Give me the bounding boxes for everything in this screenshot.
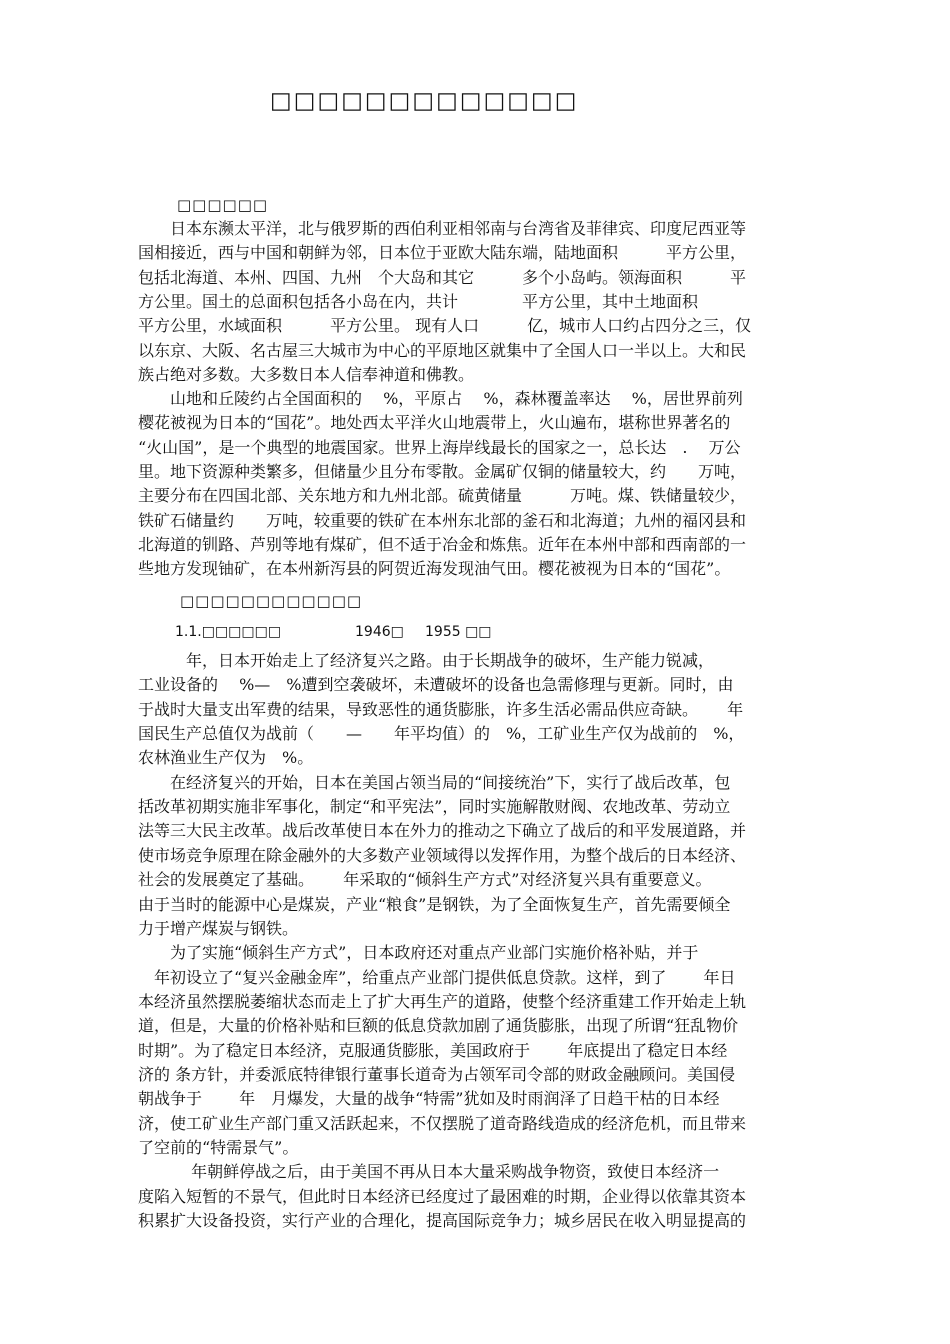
text-line: 工业设备的 %— %遭到空袭破坏，未遭破坏的设备也急需修理与更新。同时，由: [138, 675, 734, 695]
text-line: 济，使工矿业生产部门重又活跃起来，不仅摆脱了道奇路线造成的经济危机，而且带来: [138, 1113, 747, 1133]
text-line: 族占绝对多数。大多数日本人信奉神道和佛教。: [138, 364, 475, 384]
text-line: 本经济虽然摆脱萎缩状态而走上了扩大再生产的道路，使整个经济重建工作开始走上轨: [138, 991, 747, 1011]
text-line: 朝战争于 年 月爆发，大量的战争“特需”犹如及时雨润泽了日趋干枯的日本经: [138, 1089, 720, 1109]
text-line: 国相接近，西与中国和朝鲜为邻，日本位于亚欧大陆东端，陆地面积 平方公里，: [138, 243, 747, 263]
text-line: 度陷入短暂的不景气，但此时日本经济已经度过了最困难的时期，企业得以依靠其资本: [138, 1186, 747, 1206]
text-line: “火山国”，是一个典型的地震国家。世界上海岸线最长的国家之一，总长达 . 万公: [138, 437, 741, 457]
text-line: 了空前的“特需景气”。: [138, 1138, 299, 1157]
text-line: 里。地下资源种类繁多，但储量少且分布零散。金属矿仅铜的储量较大，约 万吨，: [138, 462, 747, 481]
text-line: 樱花被视为日本的“国花”。地处西太平洋火山地震带上，火山遍布，堪称世界著名的: [138, 413, 731, 433]
text-line: 方公里。国土的总面积包括各小岛在内，共计 平方公里，其中土地面积: [138, 291, 699, 311]
text-line: 由于当时的能源中心是煤炭，产业“粮食”是钢铁，为了全面恢复生产，首先需要倾全: [138, 894, 731, 914]
section-heading-2: □□□□□□□□□□□□: [180, 592, 363, 610]
text-line: 国民生产总值仅为战前（ — 年平均值）的 %，工矿业生产仅为战前的 %，: [138, 724, 745, 744]
text-line: 北海道的钏路、芦别等地有煤矿，但不适于冶金和炼焦。近年在本州中部和西南部的一: [138, 534, 747, 554]
text-line: 积累扩大设备投资，实行产业的合理化，提高国际竞争力；城乡居民在收入明显提高的: [138, 1211, 747, 1231]
text-line: 法等三大民主改革。战后改革使日本在外力的推动之下确立了战后的和平发展道路，并: [138, 821, 747, 841]
text-line: 年初设立了“复兴金融金库”，给重点产业部门提供低息贷款。这样，到了 年日: [138, 967, 736, 987]
text-line: 年，日本开始走上了经济复兴之路。由于长期战争的破坏，生产能力锐减，: [138, 651, 715, 670]
text-line: 道，但是，大量的价格补贴和巨额的低息贷款加剧了通货膨胀，出现了所谓“狂乱物价: [138, 1016, 739, 1036]
text-line: 使市场竞争原理在除金融外的大多数产业领域得以发挥作用，为整个战后的日本经济、: [138, 845, 747, 865]
subsection-heading: [175, 624, 492, 640]
section-heading-1: □□□□□□: [177, 196, 269, 214]
text-line: 包括北海道、本州、四国、九州 个大岛和其它 多个小岛屿。领海面积 平: [138, 267, 747, 287]
text-line: 山地和丘陵约占全国面积的 %，平原占 %，森林覆盖率达 %，居世界前列: [138, 389, 743, 409]
text-line: 些地方发现铀矿，在本州新泻县的阿贺近海发现油气田。樱花被视为日本的“国花”。: [138, 559, 731, 579]
document-title: □□□□□□□□□□□□□: [270, 88, 579, 114]
text-line: 为了实施“倾斜生产方式”，日本政府还对重点产业部门实施价格补贴，并于: [138, 943, 699, 963]
text-line: 济的 条方针，并委派底特律银行董事长道奇为占领军司令部的财政金融顾问。美国侵: [138, 1064, 736, 1084]
text-line: 平方公里，水域面积 平方公里。 现有人口 亿，城市人口约占四分之三，仅: [138, 316, 752, 336]
text-line: 以东京、大阪、名古屋三大城市为中心的平原地区就集中了全国人口一半以上。大和民: [138, 340, 747, 360]
text-line: 主要分布在四国北部、关东地方和九州北部。硫黄储量 万吨。煤、铁储量较少，: [138, 486, 747, 506]
text-line: 农林渔业生产仅为 %。: [138, 748, 314, 768]
text-line: 在经济复兴的开始，日本在美国占领当局的“间接统治”下，实行了战后改革，包: [138, 772, 731, 792]
subsection-label: 1.1.□□□□□□: [175, 624, 282, 640]
text-line: 社会的发展奠定了基础。 年采取的“倾斜生产方式”对经济复兴具有重要意义。: [138, 870, 712, 890]
text-line: 日本东濒太平洋，北与俄罗斯的西伯利亚相邻南与台湾省及菲律宾、印度尼西亚等: [138, 219, 747, 238]
subsection-year-end: 1955 □□: [425, 624, 492, 640]
text-line: 于战时大量支出军费的结果，导致恶性的通货膨胀，许多生活必需品供应奇缺。 年: [138, 699, 744, 719]
subsection-year-start: 1946□: [355, 624, 404, 640]
text-line: 铁矿石储量约 万吨，较重要的铁矿在本州东北部的釜石和北海道；九州的福冈县和: [138, 510, 747, 530]
text-line: 力于增产煤炭与钢铁。: [138, 918, 299, 938]
text-line: 时期”。为了稳定日本经济，克服通货膨胀，美国政府于 年底提出了稳定日本经: [138, 1040, 728, 1060]
text-line: 年朝鲜停战之后，由于美国不再从日本大量采购战争物资，致使日本经济一: [138, 1162, 720, 1182]
text-line: 括改革初期实施非军事化，制定“和平宪法”，同时实施解散财阀、农地改革、劳动立: [138, 797, 731, 817]
